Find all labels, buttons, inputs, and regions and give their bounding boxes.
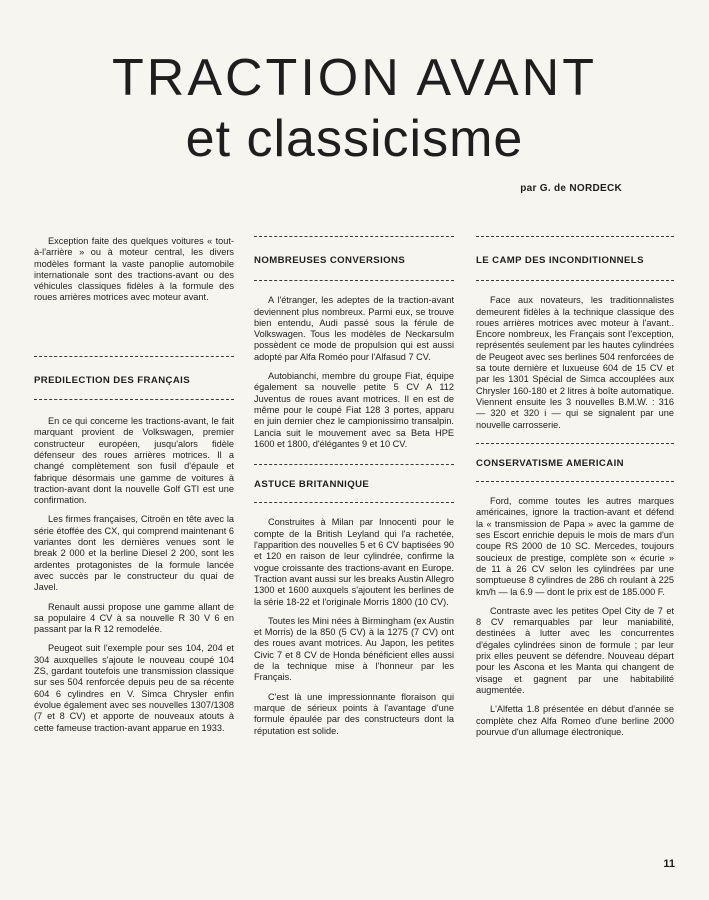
intro-paragraph: Exception faite des quelques voitures « tout-à-l'arrière » ou à moteur central, les divers modèles formant la vaste panoplie automobile internationale sont des tractions-avant ou des véhicules classiques fidèles à la formule des roues arrières motrices avec moteur avant. <box>34 236 234 303</box>
article-title-line2: et classicisme <box>185 110 524 168</box>
byline: par G. de NORDECK <box>520 183 622 194</box>
paragraph: Face aux novateurs, les traditionnalistes demeurent fidèles à la technique classique des roues arrières motrices avec moteur à l'avant.. Encore nombreux, les Français sont l'exception, représentés seulement par les hautes cylindrées de Peugeot avec ses berlines 504 renforcées de sa toute dernière et luxueuse 604 de 15 CV et par les 1301 Spécial de Simca accouplées aux Chrysler 160-180 et 2 litres à boîte automatique. Viennent ensuite les 3 nouvelles B.M.W. : 316 — 320 et 320 i — qui se signalent par une nouvelle carrosserie. <box>476 295 674 430</box>
section-heading-britannique: ASTUCE BRITANNIQUE <box>254 479 370 491</box>
section-heading-americain: CONSERVATISME AMERICAIN <box>476 457 624 469</box>
page-number: 11 <box>663 858 675 870</box>
paragraph: Renault aussi propose une gamme allant de sa populaire 4 CV à sa nouvelle R 30 V 6 en passant par la R 12 remodelée. <box>34 601 234 635</box>
paragraph: Les firmes françaises, Citroën en tête avec la série étoffée des CX, qui comprend maintenant 6 variantes dont les dernières venues sont le break 2 000 et la berline Diesel 2 200, sont les ardentes protagonistes de la formule lancée avec succès par le constructeur du quai de Javel. <box>34 514 234 593</box>
section-heading-conversions: NOMBREUSES CONVERSIONS <box>254 255 406 266</box>
column-3 <box>476 236 674 746</box>
paragraph: En ce qui concerne les tractions-avant, le fait marquant provient de Volkswagen, premier constructeur européen, jusqu'alors fidèle défenseur des roues arrières motrices. Il a changé complètement son fusil d'épaule et fabrique désormais une gamme de voitures à traction-avant dont la nouvelle Golf GTI est une confirmation. <box>34 416 234 506</box>
section-heading-inconditionnels: LE CAMP DES INCONDITIONNELS <box>476 255 644 266</box>
paragraph: Toutes les Mini nées à Birmingham (ex Austin et Morris) de la 850 (5 CV) à la 1275 (7 CV) ont des roues avant motrices. Au Japon, les petites Civic 7 et 8 CV de Honda bénéficient elles aussi de la technique mise à l'honneur par les Français. <box>254 615 454 683</box>
article-title-line1: TRACTION AVANT <box>112 49 597 107</box>
paragraph: Ford, comme toutes les autres marques américaines, ignore la traction-avant et défend la « transmission de Papa » avec la gamme de ses Escort enrichie depuis le mois de mars d'un coupe RS 2000 de 10 SC. Mercedes, toujours soucieux de prestige, complète son « écurie » de 11 à 26 CV selon les cylindrées par une somptueuse 8 cylindres de 286 ch roulant à 225 km/h — la 6.9 — dont le prix est de 185.000 F. <box>476 496 674 597</box>
section-heading-predilection: PREDILECTION DES FRANÇAIS <box>34 374 191 386</box>
paragraph: C'est là une impressionnante floraison qui marque de sérieux points à l'avantage d'une formule épaulée par des constructeurs dont la réputation est solide. <box>254 691 454 736</box>
paragraph: Construites à Milan par Innocenti pour le compte de la British Leyland qui l'a rachetée, l'apparition des nouvelles 5 et 6 CV baptisées 90 et 120 en raison de leur cylindrée, confirme la vogue croissante des tractions-avant en Europe. Traction avant aussi sur les breaks Austin Allegro 1300 et 1600 auxquels s'ajoutent les berlines de la série 18-22 et l'originale Morris 1800 (10 CV). <box>254 517 454 607</box>
column-2 <box>254 236 454 745</box>
paragraph: A l'étranger, les adeptes de la traction-avant deviennent plus nombreux. Parmi eux, se trouve bien entendu, Audi passé sous la férule de Volkswagen. Tous les modèles de Neckarsulm possèdent ce mode de propulsion qui est aussi adopté par Alfa Roméo pour l'Alfasud 7 CV. <box>254 295 454 362</box>
paragraph: Peugeot suit l'exemple pour ses 104, 204 et 304 auxquelles s'ajoute le nouveau coupé 104 ZS, gardant toutefois une transmission classique sur ses 504 renforcée depuis peu de sa récente 604 6 cylindres en V. Simca Chrysler enfin évolue également avec ses nouvelles 1307/1308 (7 et 8 CV) et apporte de nouveaux atouts à cette fameuse traction-avant apparue en 1933. <box>34 643 234 733</box>
paragraph: Contraste avec les petites Opel City de 7 et 8 CV remarquables par leur maniabilité, destinées à lutter avec les concurrentes d'égales cylindrées sinon de formule ; par leur prix elles peuvent se défendre. Nouveau départ pour les Ascona et les Manta qui changent de visage et gagnent par une habitabilité augmentée. <box>476 605 674 695</box>
paragraph: Autobianchi, membre du groupe Fiat, équipe également sa nouvelle petite 5 CV A 112 Juventus de roues avant motrices. Il en est de même pour le coupé Fiat 128 3 portes, apparu en juin dernier chez le campionissimo transalpin. Lancia suit le mouvement avec sa Beta HPE 1600 et 1800, d'élégantes 9 et 10 CV. <box>254 371 454 449</box>
paragraph: L'Alfetta 1.8 présentée en début d'année se complète chez Alfa Romeo d'une berline 2000 pourvue d'un allumage électronique. <box>476 704 674 737</box>
column-1 <box>34 236 234 742</box>
